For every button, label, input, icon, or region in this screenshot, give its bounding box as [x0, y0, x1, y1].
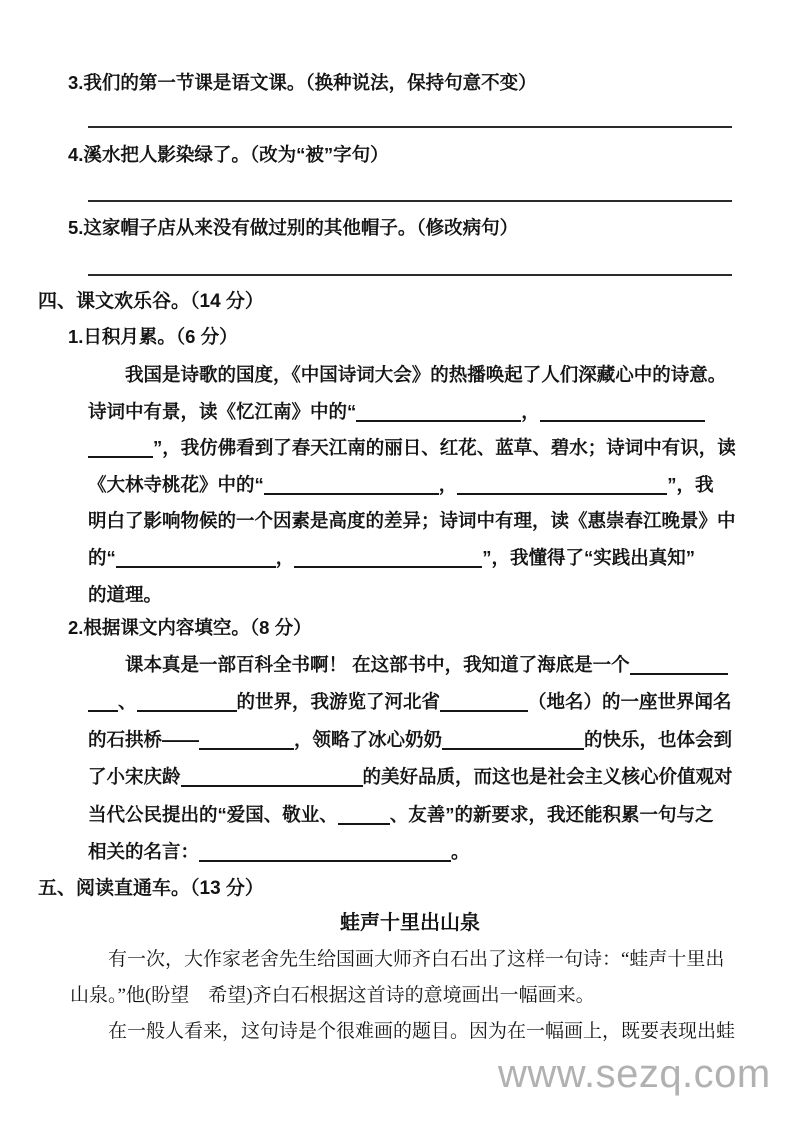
- text-segment: 、友善”的新要求，我还能积累一句与之: [389, 803, 714, 825]
- text-segment: （地名）的一座世界闻名: [528, 691, 732, 713]
- para-line: [88, 577, 732, 614]
- paragraph-fill-in-from-text: [88, 646, 732, 870]
- text-segment: 了小宋庆龄: [88, 766, 181, 788]
- text-segment: ，: [275, 546, 295, 568]
- question-3: 3.我们的第一节课是语文课。（换种说法，保持句意不变）: [68, 72, 537, 93]
- text-segment: 我国是诗歌的国度，《中国诗词大会》的热播唤起了人们深藏心中的诗意。: [125, 364, 727, 385]
- question-4: 4.溪水把人影染绿了。（改为“被”字句）: [68, 144, 389, 165]
- answer-blank: [440, 709, 528, 712]
- answer-blank: [294, 565, 482, 568]
- text-segment: 《大林寺桃花》中的“: [88, 473, 264, 495]
- text-segment: 在一般人看来，这句诗是个很难画的题目。因为在一幅画上，既要表现出蛙: [108, 1021, 736, 1042]
- section-4-heading: 四、课文欢乐谷。（14 分）: [38, 291, 264, 312]
- answer-blank: [137, 709, 237, 712]
- text-segment: 山泉。”他(盼望 希望)齐白石根据这首诗的意境画出一幅画来。: [70, 985, 595, 1006]
- para-line: [88, 758, 732, 795]
- answer-blank: [181, 784, 363, 787]
- answer-blank: [457, 492, 667, 495]
- text-segment: ”，我仿佛看到了春天江南的丽日、红花、蓝草、碧水；诗词中有识，读: [153, 437, 736, 459]
- text-segment: 诗词中有景，读《忆江南》中的“: [88, 400, 357, 422]
- answer-blank: [264, 492, 439, 495]
- section-4-item-2-heading: 2.根据课文内容填空。（8 分）: [68, 617, 312, 638]
- para-line: [88, 540, 732, 577]
- passage-line: [70, 978, 745, 1014]
- answer-blank: [356, 419, 521, 422]
- passage-line: [70, 1014, 745, 1050]
- text-segment: 相关的名言：: [88, 840, 200, 862]
- text-segment: ”，我: [667, 473, 714, 495]
- para-line: [88, 430, 736, 467]
- text-segment: 有一次，大作家老舍先生给国画大师齐白石出了这样一句诗：“蛙声十里出: [108, 949, 725, 970]
- text-segment: ”，我懂得了“实践出真知”: [482, 546, 696, 568]
- answer-blank: [88, 709, 118, 712]
- text-segment: 的世界，我游览了河北省: [236, 691, 441, 713]
- reading-passage-body: [70, 942, 745, 1050]
- text-segment: 的“: [88, 546, 116, 568]
- para-line: [88, 833, 732, 870]
- section-5-heading: 五、阅读直通车。（13 分）: [38, 878, 264, 899]
- passage-line: [70, 942, 745, 978]
- para-line: [88, 503, 736, 540]
- text-segment: 的快乐，也体会到: [584, 728, 733, 750]
- answer-blank: [442, 747, 584, 750]
- para-line: [88, 467, 732, 504]
- answer-blank: [199, 859, 451, 862]
- text-segment: 。: [451, 840, 470, 862]
- text-segment: 课本真是一部百科全书啊！ 在这部书中，我知道了海底是一个: [125, 654, 630, 675]
- answer-blank: [116, 565, 276, 568]
- answer-blank: [630, 672, 728, 675]
- reading-passage-title: 蛙声十里出山泉: [340, 912, 480, 934]
- answer-blank: [199, 747, 294, 750]
- question-5: 5.这家帽子店从来没有做过别的其他帽子。（修改病句）: [68, 217, 519, 238]
- paragraph-daily-accumulation: [88, 357, 736, 613]
- para-line: [88, 357, 732, 394]
- answer-blank: [540, 419, 705, 422]
- answer-line-q3: [88, 126, 732, 128]
- para-line: [88, 721, 732, 758]
- answer-blank: [338, 822, 390, 825]
- text-segment: 的石拱桥——: [88, 728, 200, 750]
- para-line: [88, 796, 732, 833]
- para-line: [88, 683, 732, 720]
- answer-blank: [88, 455, 153, 458]
- para-line: [88, 394, 732, 431]
- site-watermark: www.sezq.com: [498, 1052, 771, 1096]
- answer-line-q4: [88, 200, 732, 202]
- text-segment: ，: [521, 400, 540, 422]
- section-4-item-1-heading: 1.日积月累。（6 分）: [68, 326, 238, 347]
- text-segment: 当代公民提出的“爱国、敬业、: [88, 803, 338, 825]
- text-segment: 的美好品质，而这也是社会主义核心价值观对: [362, 766, 733, 788]
- text-segment: ，: [438, 473, 458, 495]
- para-line: [88, 646, 732, 683]
- text-segment: ，领略了冰心奶奶: [294, 728, 443, 750]
- text-segment: 的道理。: [88, 583, 163, 605]
- text-segment: 、: [118, 691, 137, 713]
- answer-line-q5: [88, 274, 732, 276]
- text-segment: 明白了影响物候的一个因素是高度的差异；诗词中有理，读《惠崇春江晚景》中: [88, 510, 736, 532]
